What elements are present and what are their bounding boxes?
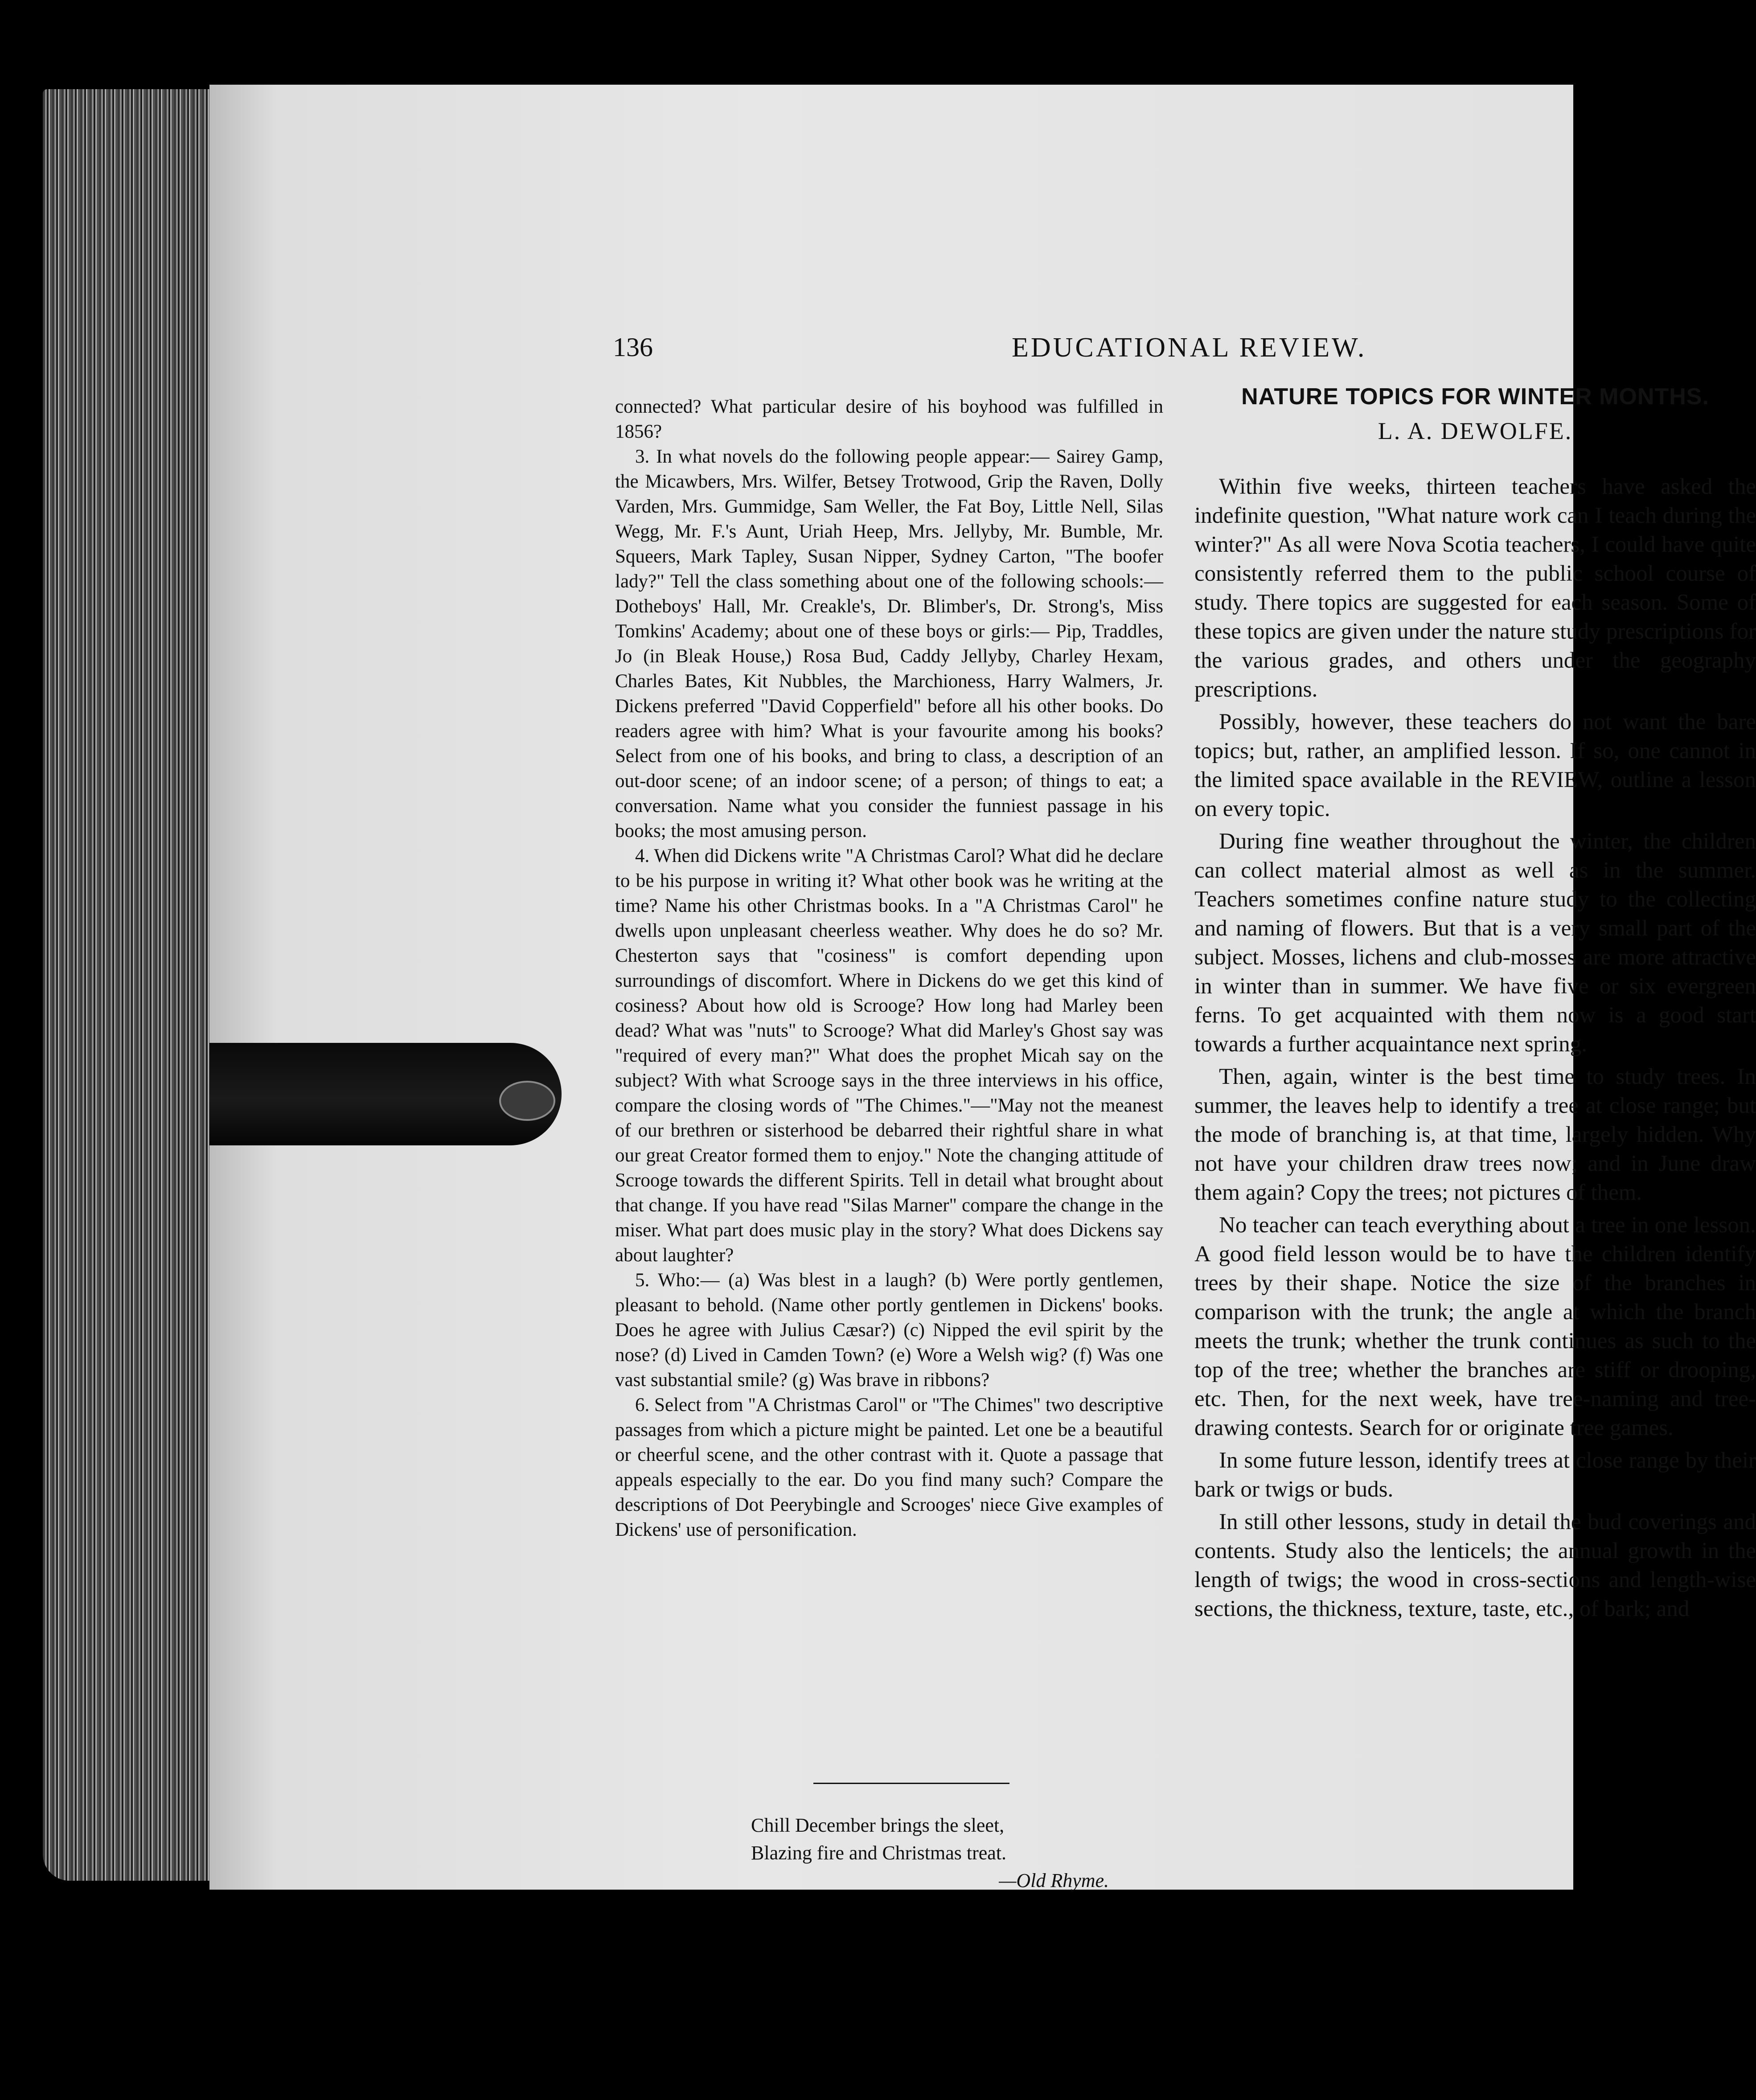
left-paragraph: 6. Select from "A Christmas Carol" or "The Chimes" two descriptive passages from which a picture might be painted. Let one be a beautiful or cheerful scene, and the other contrast with it. Quote a passage that appeals especially to the ear. Do you find many such? Compare the descriptions of Dot Peerybingle and Scrooges' niece Give examples of Dickens' use of personification. (615, 1395, 1163, 1540)
left-paragraph: 5. Who:— (a) Was blest in a laugh? (b) Were portly gentlemen, pleasant to behold. (Name other portly gentlemen in Dickens' books. Does he agree with Julius Cæsar?) (c) Nipped the evil spirit by the nose? (d) Lived in Camden Town? (e) Wore a Welsh wig? (f) Was one vast substantial smile? (g) Was brave in ribbons? (615, 1270, 1163, 1390)
right-paragraph: In some future lesson, identify trees at close range by their bark or twigs or buds. (1194, 1448, 1756, 1502)
article-title: NATURE TOPICS FOR WINTER MONTHS. (1241, 384, 1709, 410)
page-number: 136 (613, 332, 653, 362)
left-paragraph: connected? What particular desire of his boyhood was fulfilled in 1856? (615, 396, 1163, 442)
book-page (209, 85, 1756, 1891)
verse-line: Chill December brings the sleet, (751, 1814, 1005, 1836)
left-column (615, 394, 1163, 1542)
left-paragraph: 4. When did Dickens write "A Christmas Carol? What did he declare to be his purpose in writing it? What other book was he writing at the time? Name his other Christmas books. In a "A Christmas Carol" he dwells upon unpleasant cheerless weather. Why does he do so? Mr. Chesterton says that "cosiness" is comfort depending upon surroundings of discomfort. Where in Dickens do we get this kind of cosiness? About how old is Scrooge? How long had Marley been dead? What was "nuts" to Scrooge? What did Marley's Ghost say was "required of every man?" What does the prophet Micah say on the subject? With what Scrooge says in the three interviews in his office, compare the closing words of "The Chimes."—"May not the meanest of our brethren or sisterhood be debarred their rightful share in what our great Creator formed them to enjoy." Note the changing attitude of Scrooge towards the different Spirits. Tell in detail what brought about that change. If you have read "Silas Marner" compare the change in the miser. What part does music play in the story? What does Dickens say about laughter? (615, 845, 1163, 1266)
verse-line: Blazing fire and Christmas treat. (751, 1842, 1007, 1864)
right-paragraph: Then, again, winter is the best time to study trees. In summer, the leaves help to identify a tree at close range; but the mode of branching is, at that time, largely hidden. Why not have your children draw trees now; and in June draw them again? Copy the trees; not pictures of them. (1194, 1064, 1756, 1205)
running-head: EDUCATIONAL REVIEW. (1012, 332, 1367, 363)
left-paragraph: 3. In what novels do the following people appear:— Sairey Gamp, the Micawbers, Mrs. Wilfer, Betsey Trotwood, Grip the Raven, Dolly Varden, Mrs. Gummidge, Sam Weller, the Fat Boy, Little Nell, Silas Wegg, Mr. F.'s Aunt, Uriah Heep, Mrs. Jellyby, Mr. Bumble, Mr. Squeers, Mark Tapley, Susan Nipper, Sydney Carton, "The boofer lady?" Tell the class something about one of the following schools:— Dotheboys' Hall, Mr. Creakle's, Dr. Blimber's, Dr. Strong's, Miss Tomkins' Academy; about one of these boys or girls:— Pip, Traddles, Jo (in Bleak House,) Rosa Bud, Caddy Jellyby, Charley Hexam, Charles Bates, Kit Nubbles, the Marchioness, Harry Walmers, Jr. Dickens preferred "David Copperfield" before all his other books. Do readers agree with him? What is your favourite among his books? Select from one of his books, and bring to class, a description of an out-door scene; of an indoor scene; of a person; of things to eat; a conversation. Name what you consider the funniest passage in his books; the most amusing person. (615, 446, 1163, 841)
right-paragraph: Within five weeks, thirteen teachers have asked the indefinite question, "What nature work can I teach during the winter?" As all were Nova Scotia teachers, I could have quite consistently referred them to the public school course of study. There topics are suggested for each season. Some of these topics are given under the nature study prescriptions for the various grades, and others under the geography prescriptions. (1194, 474, 1756, 702)
right-paragraph: Possibly, however, these teachers do not want the bare topics; but, rather, an amplified lesson. If so, one cannot in the limited space available in the REVIEW, outline a lesson on every topic. (1194, 710, 1756, 821)
book-page-edges (43, 89, 217, 1881)
right-paragraph: During fine weather throughout the winter, the children can collect material almost as well as in the summer. Teachers sometimes confine nature study to the collecting and naming of flowers. But that is a very small part of the subject. Mosses, lichens and club-mosses are more attractive in winter than in summer. We have five or six evergreen ferns. To get acquainted with them now is a good start towards a further acquaintance next spring. (1194, 829, 1756, 1057)
right-paragraph: No teacher can teach everything about a tree in one lesson. A good field lesson would be to have the children identify trees by their shape. Notice the size of the branches in comparison with the trunk; the angle at which the branch meets the trunk; whether the trunk continues as such to the top of the tree; whether the branches are stiff or drooping, etc. Then, for the next week, have tree-naming and tree-drawing contests. Search for or originate tree games. (1194, 1213, 1756, 1440)
thumb-nail (499, 1081, 555, 1121)
section-divider (813, 1783, 1009, 1784)
right-paragraph: In still other lessons, study in detail the bud coverings and contents. Study also the lenticels; the annual growth in the length of twigs; the wood in cross-sections and length-wise sections, the thickness, texture, taste, etc., of bark; and (1194, 1509, 1756, 1621)
article-byline: L. A. DEWOLFE. (1378, 418, 1573, 444)
closing-verse (751, 1812, 1109, 1895)
verse-attribution: —Old Rhyme. (999, 1870, 1109, 1891)
right-column (1194, 382, 1756, 1627)
